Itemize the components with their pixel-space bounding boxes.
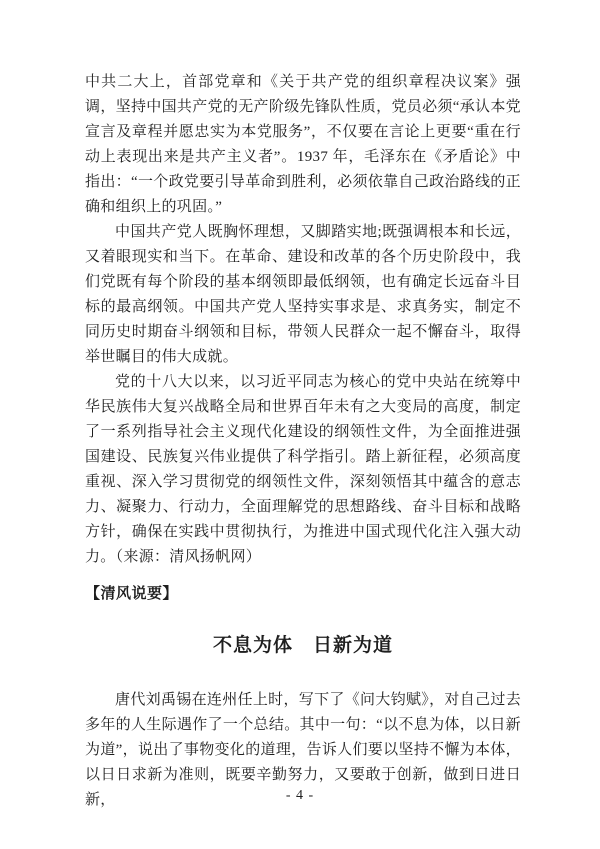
body-paragraph: 中共二大上，首部党章和《关于共产党的组织章程决议案》强调，坚持中国共产党的无产阶级先锋队性质，党员必须“承认本党宣言及章程并愿忠实为本党服务”，不仅要在言论上更要“重在行动上表现出来是共产主义者”。1937 年，毛泽东在《矛盾论》中指出：“一个政党要引导革命到胜利，必须依靠自己政治路线的正确和组织上的巩固。” bbox=[85, 74, 521, 215]
article-title: 不息为体 日新为道 bbox=[212, 635, 393, 656]
body-paragraph: 党的十八大以来，以习近平同志为核心的党中央站在统筹中华民族伟大复兴战略全局和世界百年未有之大变局的高度，制定了一系列指导社会主义现代化建设的纲领性文件，为全面推进强国建设、民族复兴伟业提供了科学指引。踏上新征程，必须高度重视、深入学习贯彻党的纲领性文件，深刻领悟其中蕴含的意志力、凝聚力、行动力，全面理解党的思想路线、奋斗目标和战略方针，确保在实践中贯彻执行，为推进中国式现代化注入强大动力。（来源：清风扬帆网） bbox=[85, 374, 521, 565]
article-paragraph: 唐代刘禹锡在连州任上时，写下了《问大钧赋》，对自己过去多年的人生际遇作了一个总结。其中一句：“以不息为体，以日新为道”，说出了事物变化的道理，告诉人们要以坚持不懈为本体，以日日求新为准则，既要辛勤努力，又要敢于创新，做到日进日新， bbox=[85, 692, 521, 808]
section-label: 【清风说要】 bbox=[85, 586, 179, 602]
body-paragraph: 中国共产党人既胸怀理想，又脚踏实地;既强调根本和长远，又着眼现实和当下。在革命、建设和改革的各个历史阶段中，我们党既有每个阶段的基本纲领即最低纲领，也有确定长远奋斗目标的最高纲领。中国共产党人坚持实事求是、求真务实，制定不同历史时期奋斗纲领和目标，带领人民群众一起不懈奋斗，取得举世瞩目的伟大成就。 bbox=[85, 224, 521, 365]
page-content bbox=[85, 70, 521, 813]
page-number: - 4 - bbox=[285, 788, 315, 803]
